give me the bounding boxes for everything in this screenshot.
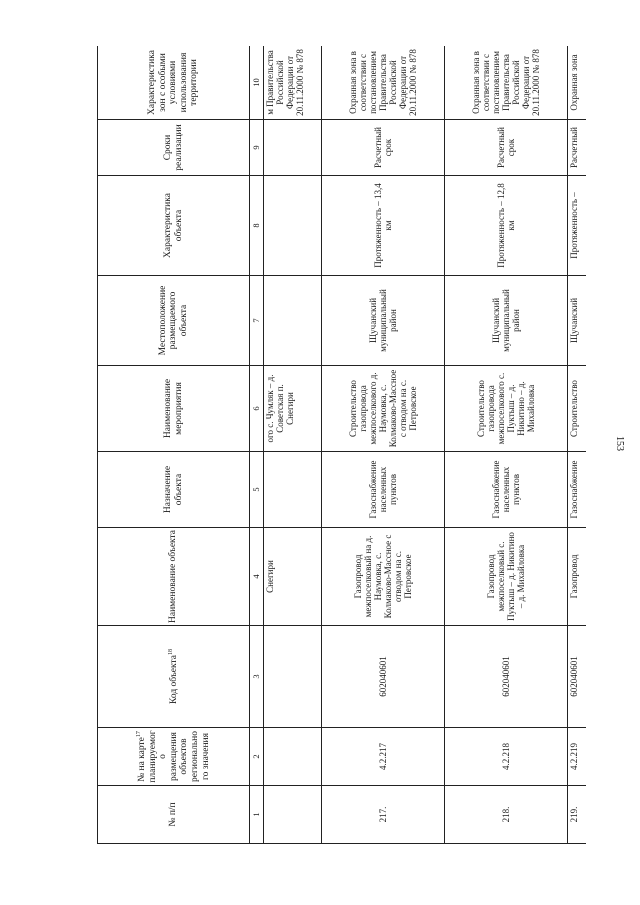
- cell-num: 217.: [322, 786, 445, 844]
- cell-code: 602040601: [568, 626, 587, 728]
- cell-location: Щучанский муниципальный район: [322, 276, 445, 366]
- cell-code: [264, 626, 322, 728]
- column-number: 5: [250, 452, 264, 528]
- page-number: 153: [614, 436, 625, 451]
- cell-term: [264, 120, 322, 176]
- cell-purpose: [264, 452, 322, 528]
- column-number-row: [250, 46, 264, 844]
- cell-purpose: Газоснабжение населенных пунктов: [445, 452, 568, 528]
- cell-name: Газопровод межпоселковый с. Пуктыш – д. Никитино – д. Михайловка: [445, 528, 568, 626]
- header-cell: Сроки реализации: [98, 120, 250, 176]
- column-number: 10: [250, 46, 264, 120]
- cell-location: [264, 276, 322, 366]
- cell-location: Щучанский: [568, 276, 587, 366]
- cell-term: Расчетный срок: [322, 120, 445, 176]
- cell-characteristic: [264, 176, 322, 276]
- cell-code: 602040601: [445, 626, 568, 728]
- cell-num: 218.: [445, 786, 568, 844]
- cell-num: [264, 786, 322, 844]
- cell-zone: Охранная зона: [568, 46, 587, 120]
- cell-action: Строительство газопровода межпоселкового с. Пуктыш – д. Никитино – д. Михайловка: [445, 366, 568, 452]
- cell-map-no: [264, 728, 322, 786]
- table-row-continued: [264, 46, 322, 844]
- cell-map-no: 4.2.217: [322, 728, 445, 786]
- cell-characteristic: Протяженность –: [568, 176, 587, 276]
- table-header-row: [98, 46, 250, 844]
- header-cell: № п/п: [98, 786, 250, 844]
- table-row: [568, 46, 587, 844]
- column-number: 7: [250, 276, 264, 366]
- column-number: 6: [250, 366, 264, 452]
- header-cell: Местоположение размещаемого объекта: [98, 276, 250, 366]
- rotated-table-wrapper: [97, 46, 586, 844]
- column-number: 3: [250, 626, 264, 728]
- cell-term: Расчетный: [568, 120, 587, 176]
- cell-action: ого с. Чумляк – д. Советская п. Снегири: [264, 366, 322, 452]
- cell-map-no: 4.2.219: [568, 728, 587, 786]
- column-number: 1: [250, 786, 264, 844]
- column-number: 2: [250, 728, 264, 786]
- cell-zone: Охранная зона в соответствии с постановлением Правительства Российской Федерации от 20.11.2000 № 878: [445, 46, 568, 120]
- header-cell: Назначение объекта: [98, 452, 250, 528]
- objects-table: [97, 46, 586, 844]
- column-number: 9: [250, 120, 264, 176]
- cell-characteristic: Протяженность – 13,4 км: [322, 176, 445, 276]
- cell-zone: м Правительства Российской Федерации от 20.11.2000 № 878: [264, 46, 322, 120]
- cell-term: Расчетный срок: [445, 120, 568, 176]
- cell-zone: Охранная зона в соответствии с постановлением Правительства Российской Федерации от 20.11.2000 № 878: [322, 46, 445, 120]
- header-cell: № на карте$^{17}$ планируемого размещения объектов регионального значения: [98, 728, 250, 786]
- cell-characteristic: Протяженность – 12,8 км: [445, 176, 568, 276]
- cell-name: Снегири: [264, 528, 322, 626]
- cell-code: 602040601: [322, 626, 445, 728]
- column-number: 4: [250, 528, 264, 626]
- column-number: 8: [250, 176, 264, 276]
- header-cell: Характеристика зон с особыми условиями использования территории: [98, 46, 250, 120]
- cell-name: Газопровод: [568, 528, 587, 626]
- cell-num: 219.: [568, 786, 587, 844]
- header-cell: Наименование мероприятия: [98, 366, 250, 452]
- cell-purpose: Газоснабжение: [568, 452, 587, 528]
- header-cell: Код объекта$^{18}$: [98, 626, 250, 728]
- header-cell: Характеристика объекта: [98, 176, 250, 276]
- cell-action: Строительство газопровода межпоселкового д. Наумовка, с. Колмаково-Массное с отводом на с. Петровское: [322, 366, 445, 452]
- cell-action: Строительство: [568, 366, 587, 452]
- document-sheet: [97, 46, 586, 844]
- cell-location: Щучанский муниципальный район: [445, 276, 568, 366]
- cell-map-no: 4.2.218: [445, 728, 568, 786]
- cell-purpose: Газоснабжение населенных пунктов: [322, 452, 445, 528]
- table-row: [445, 46, 568, 844]
- table-row: [322, 46, 445, 844]
- header-cell: Наименование объекта: [98, 528, 250, 626]
- cell-name: Газопровод межпоселковый на д. Наумовка, с. Колмаково-Массное с отводом на с. Петровское: [322, 528, 445, 626]
